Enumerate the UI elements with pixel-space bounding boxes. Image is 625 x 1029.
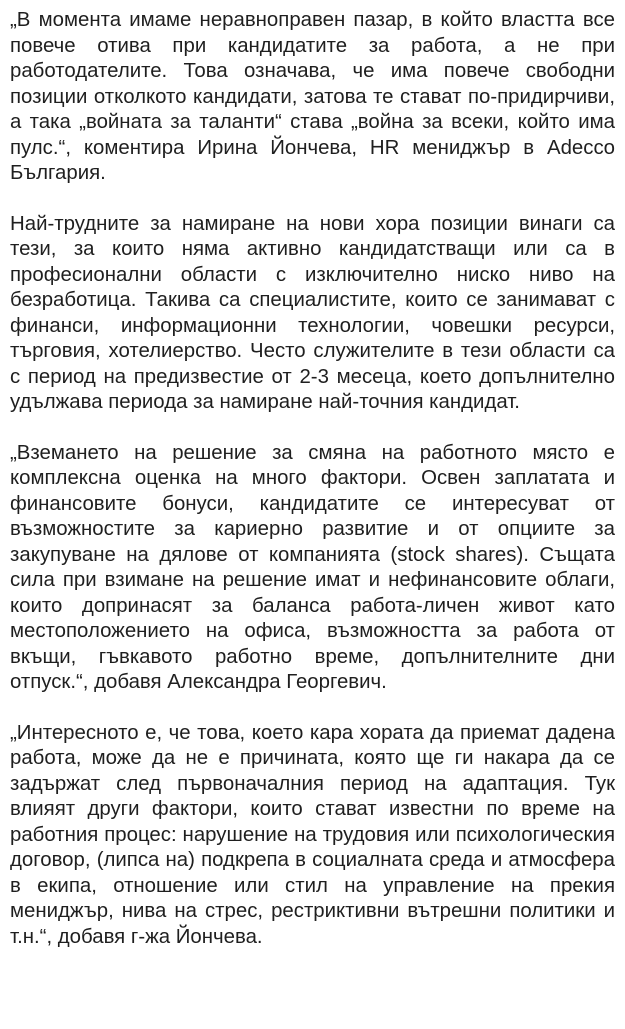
- article-paragraph: Най-трудните за намиране на нови хора позиции винаги са тези, за които няма активно кандидатстващи или са в професионални области с изключително ниско ниво на безработица. Такива са специалистите, които се занимават с финанси, информационни технологии, човешки ресурси, търговия, хотелиерство. Често служителите в тези области са с период на предизвестие от 2-3 месеца, което допълнително удължава периода за намиране най-точния кандидат.: [10, 212, 615, 413]
- article-paragraph: „В момента имаме неравноправен пазар, в който властта все повече отива при кандидатите за работа, а не при работодателите. Това означава, че има повече свободни позиции отколкото кандидати, затова те стават по-придирчиви, а така „войната за таланти“ става „война за всеки, който има пулс.“, коментира Ирина Йончева, HR мениджър в Adecco България.: [10, 9, 615, 184]
- article-paragraph: „Интересното е, че това, което кара хората да приемат дадена работа, може да не е причината, която ще ги накара да се задържат след първоначалния период на адаптация. Тук влияят други фактори, които стават известни по време на работния процес: нарушение на трудовия или психологическия договор, (липса на) подкрепа в социалната среда и атмосфера в екипа, отношение или стил на управление на прекия мениджър, нива на стрес, рестриктивни вътрешни политики и т.н.“, добавя г-жа Йончева.: [10, 721, 615, 948]
- article-paragraph: „Вземането на решение за смяна на работното място е комплексна оценка на много фактори. Освен заплатата и финансовите бонуси, кандидатите се интересуват от възможностите за кариерно развитие и от опциите за закупуване на дялове от компанията (stock shares). Същата сила при взимане на решение имат и нефинансовите облаги, които допринасят за баланса работа-личен живот като местоположението на офиса, възможността за работа от вкъщи, гъвкавото работно време, допълнителните дни отпуск.“, добавя Александра Георгевич.: [10, 441, 615, 693]
